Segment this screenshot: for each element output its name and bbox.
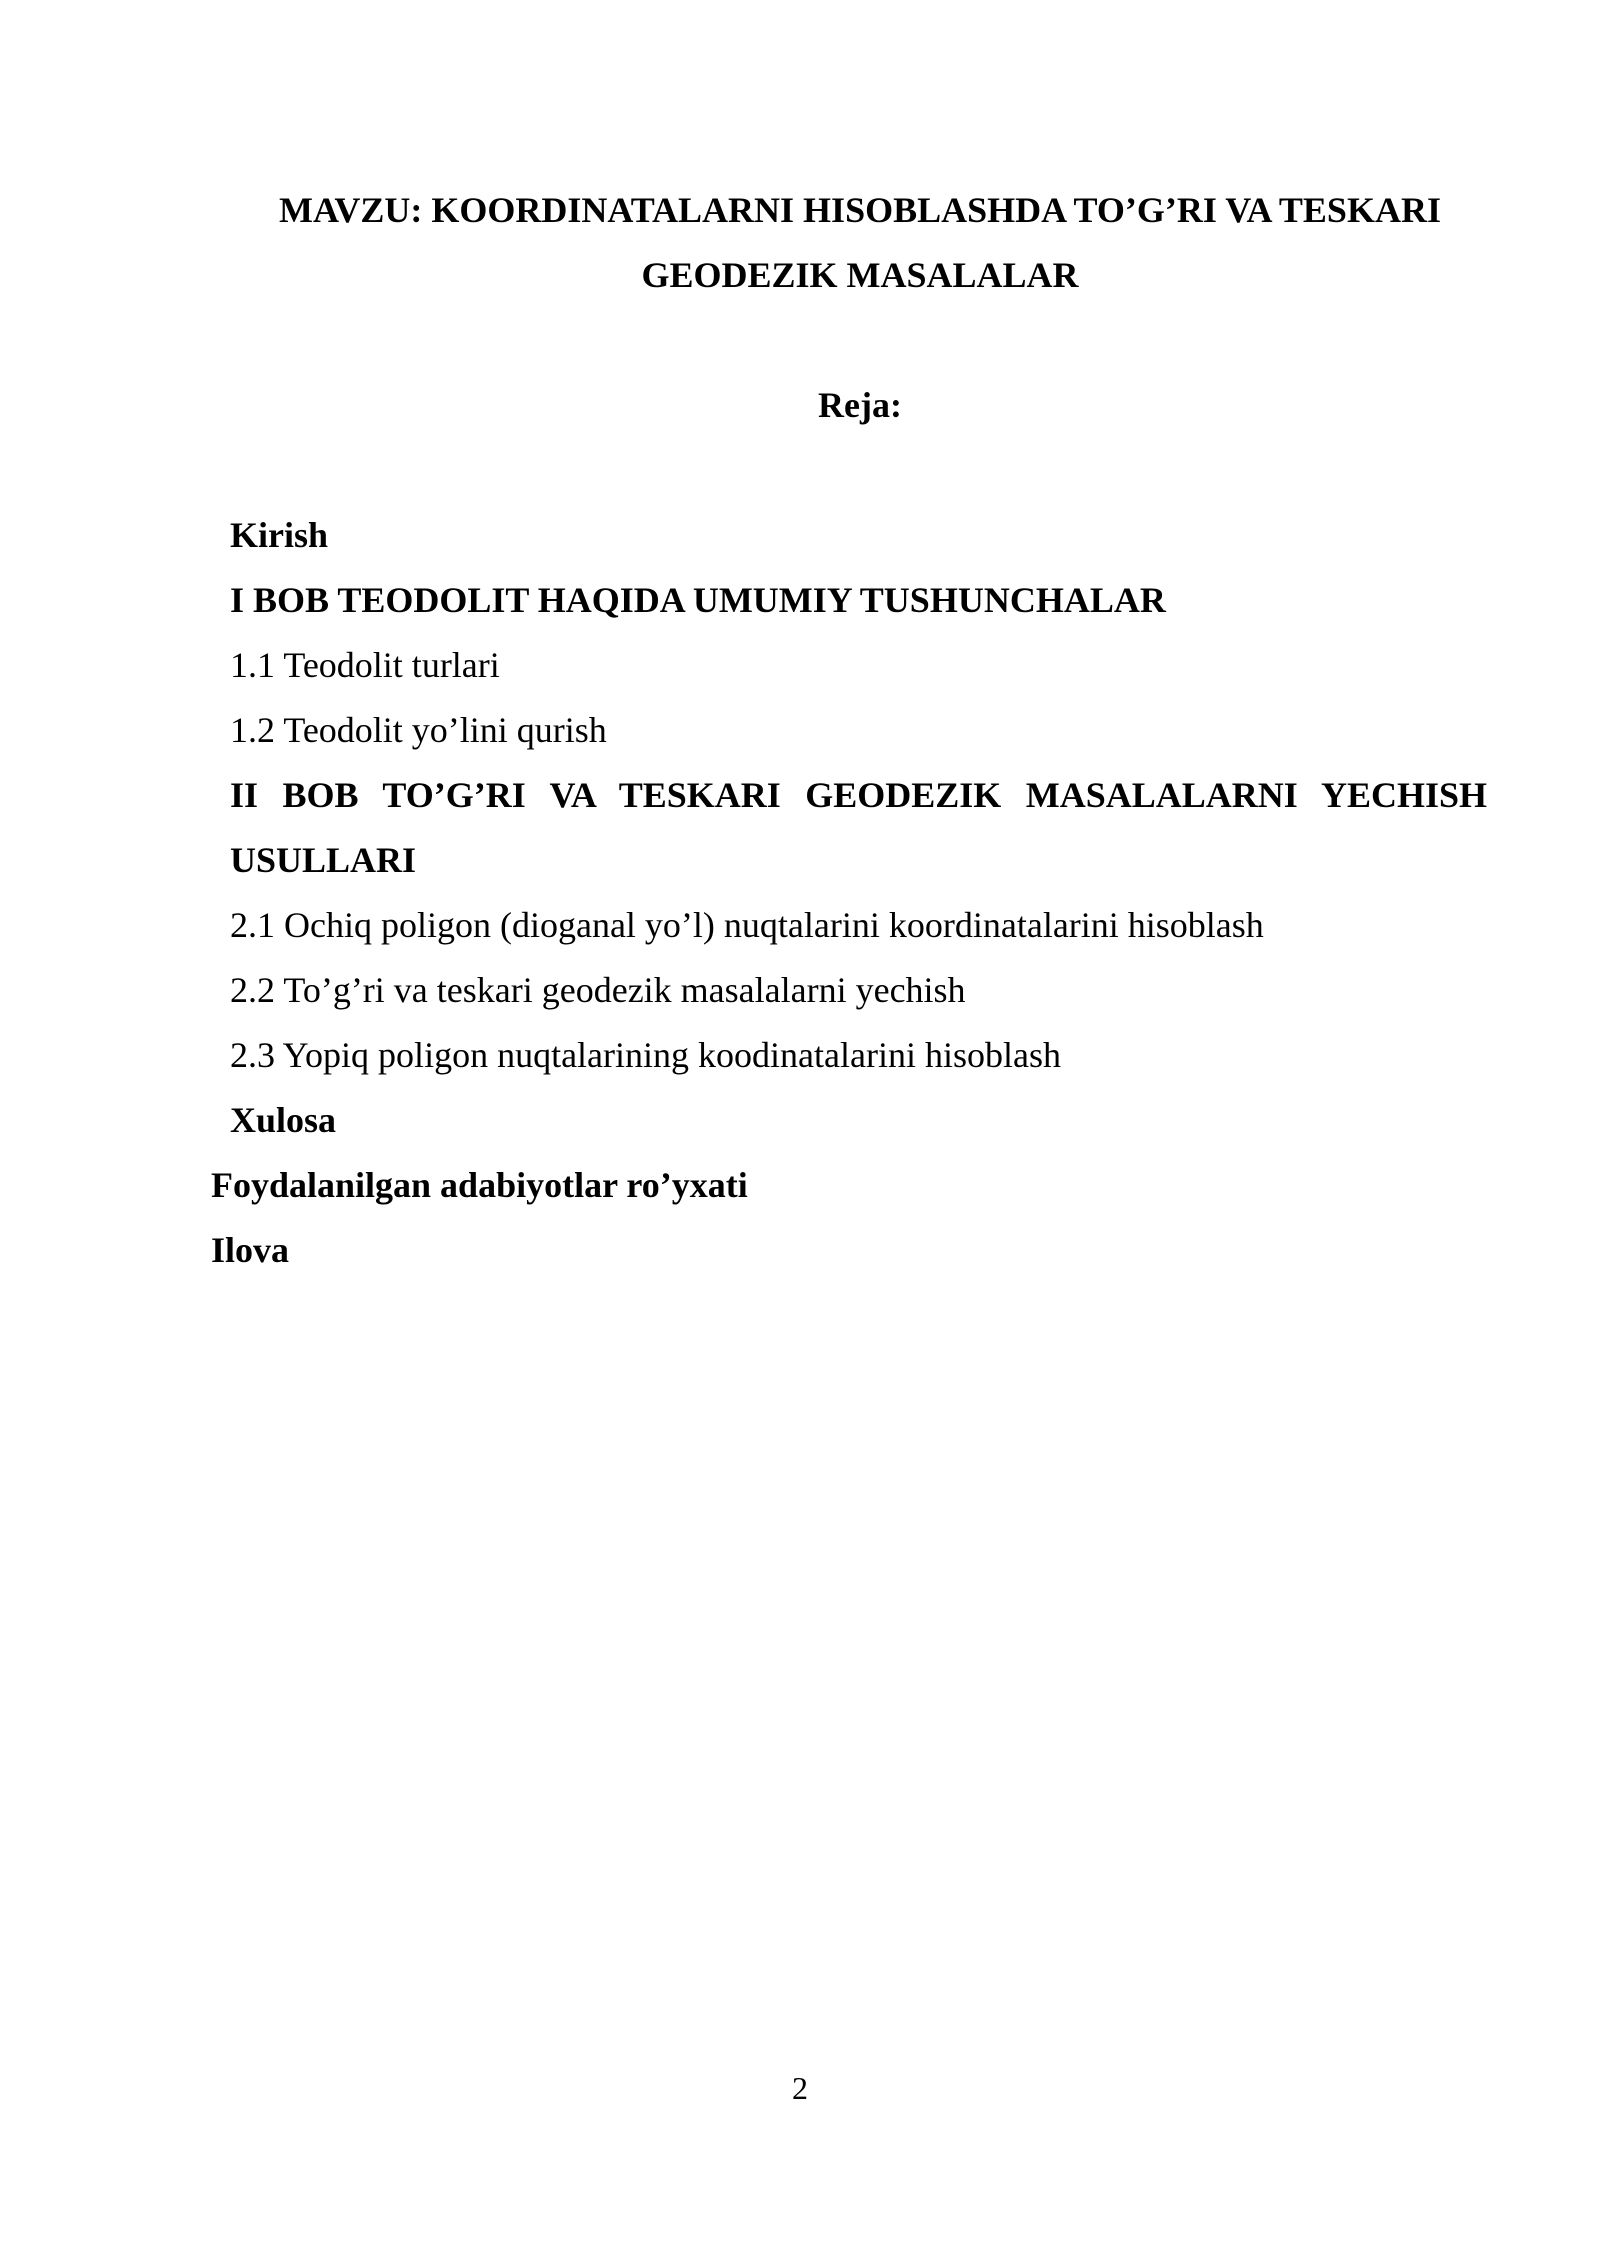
toc-item-references: Foydalanilgan adabiyotlar ro’yxati <box>211 1165 748 1205</box>
toc-item-conclusion: Xulosa <box>230 1100 337 1140</box>
document-title-line-1: MAVZU: KOORDINATALARNI HISOBLASHDA TO’G’RI VA TESKARI <box>279 190 1441 230</box>
toc-item-section-2-1: 2.1 Ochiq poligon (dioganal yo’l) nuqtalarini koordinatalarini hisoblash <box>230 905 1264 945</box>
toc-item-section-2-3: 2.3 Yopiq poligon nuqtalarining koodinatalarini hisoblash <box>230 1035 1061 1075</box>
toc-item-chapter-2-continued: USULLARI <box>230 840 417 880</box>
toc-item-section-1-1: 1.1 Teodolit turlari <box>230 645 500 685</box>
toc-item-section-2-2: 2.2 To’g’ri va teskari geodezik masalalarni yechish <box>230 970 966 1010</box>
plan-heading: Reja: <box>818 385 902 425</box>
toc-item-introduction: Kirish <box>230 515 329 555</box>
document-title-line-2: GEODEZIK MASALALAR <box>641 255 1079 295</box>
toc-item-chapter-2: II BOB TO’G’RI VA TESKARI GEODEZIK MASALALARNI YECHISH <box>230 775 1487 815</box>
toc-item-section-1-2: 1.2 Teodolit yo’lini qurish <box>230 710 607 750</box>
toc-item-appendix: Ilova <box>211 1230 290 1270</box>
toc-item-chapter-1: I BOB TEODOLIT HAQIDA UMUMIY TUSHUNCHALAR <box>230 580 1166 620</box>
page-number: 2 <box>792 2070 808 2106</box>
